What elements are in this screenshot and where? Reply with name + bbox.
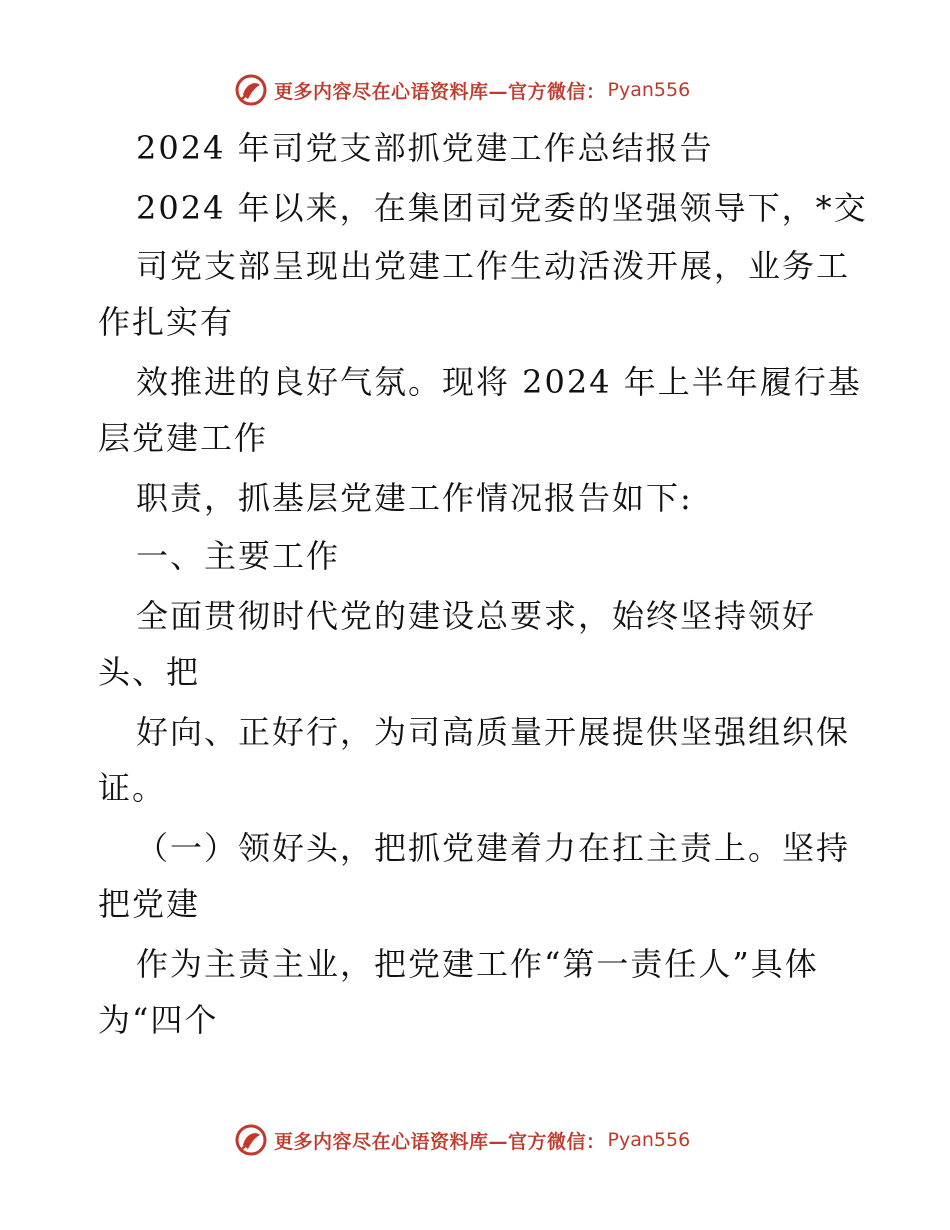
paragraph-line: 好向、正好行，为司高质量开展提供坚强组织保 [136,713,851,751]
document-title: 2024 年司党支部抓党建工作总结报告 [136,129,714,167]
paragraph-line: 把党建 [98,885,201,923]
paragraph-line: 司党支部呈现出党建工作生动活泼开展，业务工 [136,247,851,285]
paragraph-line: 职责，抓基层党建工作情况报告如下: [136,479,693,517]
paragraph-line: 为“四个 [98,1001,219,1039]
paragraph-line: 作为主责主业，把党建工作“第一责任人”具体 [136,945,819,983]
header-banner [234,72,690,108]
banner-contact: Pyan556 [607,79,691,101]
paragraph-line: 层党建工作 [98,419,269,457]
paragraph-line: 2024 年以来，在集团司党委的坚强领导下，*交 [136,189,868,227]
logo-icon [234,1123,268,1157]
paragraph-line: 证。 [98,769,167,807]
paragraph-line: （一）领好头，把抓党建着力在扛主责上。坚持 [136,829,851,867]
banner-text: 更多内容尽在心语资料库—官方微信： [274,80,606,103]
paragraph-line: 全面贯彻时代党的建设总要求，始终坚持领好 [136,597,817,635]
banner-text: 更多内容尽在心语资料库—官方微信： [274,1130,606,1153]
section-heading: 一、主要工作 [136,537,341,575]
paragraph-line: 头、把 [98,653,201,691]
logo-icon [234,73,268,107]
banner-contact: Pyan556 [607,1129,691,1151]
footer-banner [234,1122,690,1158]
paragraph-line: 作扎实有 [98,303,235,341]
paragraph-line: 效推进的良好气氛。现将 2024 年上半年履行基 [136,363,862,401]
